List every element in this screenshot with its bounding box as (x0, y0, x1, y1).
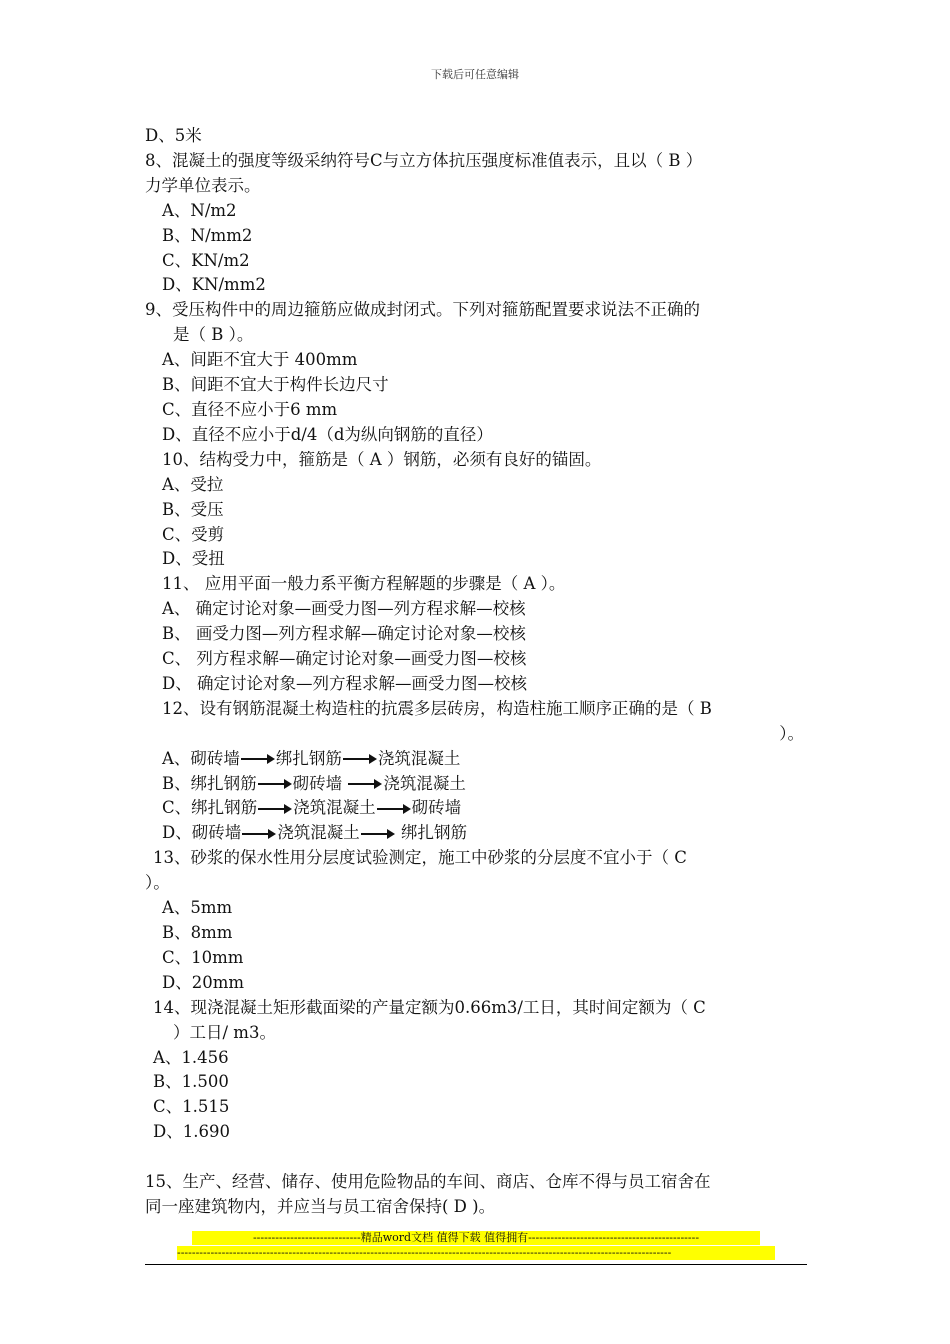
question-8-line1: 8、混凝土的强度等级采纳符号C与立方体抗压强度标准值表示，且以（ B ） (145, 150, 703, 170)
question-12-line2: ）。 (779, 723, 804, 743)
q8-option-c: C、KN/m2 (162, 250, 250, 270)
q8-option-b: B、N/mm2 (162, 225, 253, 245)
arrow-right-icon (348, 779, 382, 789)
q12-a-step1: A、砌砖墙 (162, 748, 240, 768)
q12-c-step2: 浇筑混凝土 (293, 798, 376, 818)
q12-b-step1: B、绑扎钢筋 (162, 773, 257, 793)
arrow-right-icon (258, 804, 292, 814)
q13-option-a: A、5mm (162, 898, 233, 918)
footer-banner-line2: ------------------------------------------------------------------------------------------------------------------------------------- (177, 1246, 775, 1260)
q9-option-a: A、间距不宜大于 400mm (162, 350, 358, 370)
arrow-right-icon (242, 829, 276, 839)
question-12-line1: 12、设有钢筋混凝土构造柱的抗震多层砖房，构造柱施工顺序正确的是（ B (162, 698, 712, 718)
q10-option-c: C、受剪 (162, 524, 225, 544)
arrow-right-icon (361, 829, 395, 839)
question-14-line1: 14、现浇混凝土矩形截面梁的产量定额为0.66m3/工日，其时间定额为（ C (153, 997, 706, 1017)
q12-b-step3: 浇筑混凝土 (383, 773, 466, 793)
q12-option-b (145, 772, 810, 797)
q12-d-step3: 绑扎钢筋 (395, 823, 467, 843)
arrow-right-icon (343, 754, 377, 764)
q9-option-c: C、直径不应小于6 mm (162, 399, 338, 419)
q11-option-c: C、 列方程求解—确定讨论对象—画受力图—校核 (162, 649, 527, 669)
footer-divider (145, 1264, 807, 1265)
q12-b-step2: 砌砖墙 (292, 773, 348, 793)
q12-d-step1: D、砌砖墙 (162, 823, 242, 843)
q14-option-a: A、1.456 (153, 1047, 229, 1067)
question-9-line2: 是（ B ）。 (173, 325, 254, 345)
arrow-right-icon (241, 754, 275, 764)
question-8-line2: 力学单位表示。 (145, 175, 261, 195)
q11-option-b: B、 画受力图—列方程求解—确定讨论对象—校核 (162, 624, 526, 644)
q14-option-d: D、1.690 (153, 1122, 230, 1142)
q12-option-d (145, 821, 810, 846)
q12-option-c (145, 796, 810, 821)
arrow-right-icon (377, 804, 411, 814)
q12-option-a (145, 747, 810, 772)
q13-option-d: D、20mm (162, 972, 245, 992)
q14-option-c: C、1.515 (153, 1097, 230, 1117)
q10-option-a: A、受拉 (162, 474, 224, 494)
footer-banner-line1: -----------------------------精品word文档 值得下载 值得拥有---------------------------------------------- (192, 1231, 760, 1245)
q12-a-step2: 绑扎钢筋 (275, 748, 342, 768)
question-13-line2: ）。 (145, 873, 170, 893)
question-15-line2: 同一座建筑物内，并应当与员工宿舍保持( D )。 (145, 1197, 496, 1217)
question-10: 10、结构受力中，箍筋是（ A ）钢筋，必须有良好的锚固。 (162, 449, 602, 469)
document-body (145, 124, 810, 1220)
question-15-line1: 15、生产、经营、储存、使用危险物品的车间、商店、仓库不得与员工宿舍在 (145, 1172, 711, 1192)
q9-option-d: D、直径不应小于d/4（d为纵向钢筋的直径） (162, 424, 493, 444)
q12-c-step1: C、绑扎钢筋 (162, 798, 258, 818)
q8-option-a: A、N/m2 (162, 200, 237, 220)
q9-option-b: B、间距不宜大于构件长边尺寸 (162, 375, 389, 395)
q12-a-step3: 浇筑混凝土 (377, 748, 461, 768)
q11-option-a: A、 确定讨论对象—画受力图—列方程求解—校核 (162, 599, 526, 619)
q11-option-d: D、 确定讨论对象—列方程求解—画受力图—校核 (162, 673, 527, 693)
q14-option-b: B、1.500 (153, 1072, 229, 1092)
q12-d-step2: 浇筑混凝土 (277, 823, 360, 843)
q12-c-step3: 砌砖墙 (411, 798, 462, 818)
q13-option-c: C、10mm (162, 947, 244, 967)
q10-option-b: B、受压 (162, 499, 224, 519)
question-14-line2: ）工日/ m3。 (173, 1022, 276, 1042)
question-13-line1: 13、砂浆的保水性用分层度试验测定，施工中砂浆的分层度不宜小于（ C (153, 848, 687, 868)
arrow-right-icon (258, 779, 292, 789)
q8-option-d: D、KN/mm2 (162, 275, 266, 295)
q13-option-b: B、8mm (162, 923, 233, 942)
question-9-line1: 9、受压构件中的周边箍筋应做成封闭式。下列对箍筋配置要求说法不正确的 (145, 300, 700, 320)
option-d-5m: D、5米 (145, 126, 202, 145)
paragraph-spacer (145, 1145, 810, 1170)
page-header-note: 下载后可任意编辑 (431, 68, 519, 81)
question-11: 11、 应用平面一般力系平衡方程解题的步骤是（ A ）。 (162, 574, 566, 594)
q10-option-d: D、受扭 (162, 549, 225, 569)
